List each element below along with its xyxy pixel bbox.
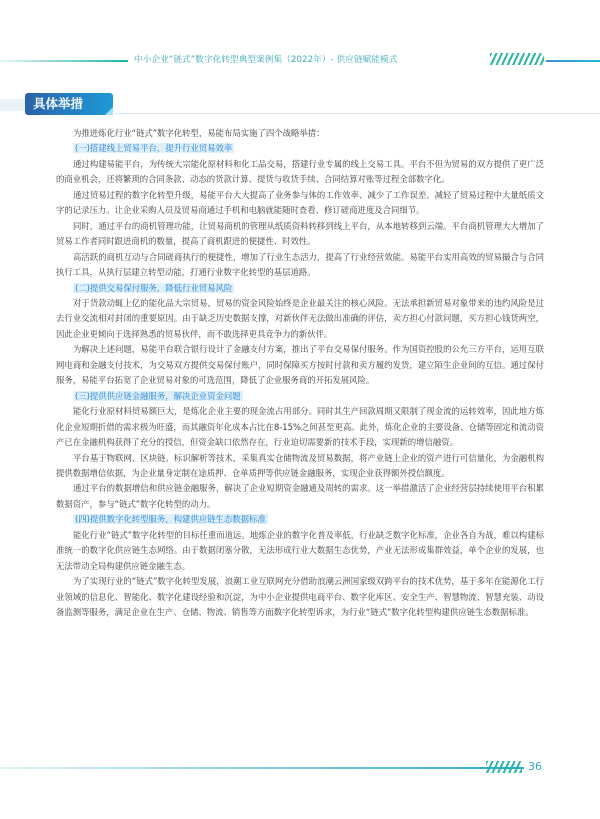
footer-stripe-ornament bbox=[486, 761, 522, 773]
running-header: 中小企业“链式”数字化转型典型案例集（2022年）- 供应链赋能模式 bbox=[134, 55, 398, 65]
paragraph: 对于货款动辄上亿的能化品大宗贸易，贸易的资金风险始终是企业最关注的核心风险。无法承担新贸易对象带来的违约风险是过去行业交流相对封闭的重要原因。由于缺乏历史数据支撑，对新伙伴无法做出准确的评估，卖方担心付款问题，买方担心钱货两空，因此企业更倾向于选择熟悉的贸易伙伴，而不敢选择更具竞争力的新伙伴。 bbox=[56, 297, 544, 339]
footer-rule bbox=[0, 767, 524, 769]
subheading-4-text: (四)提供数字化转型服务，构建供应链生态数据标准 bbox=[75, 514, 266, 525]
paragraph: 能化行业“链式”数字化转型的目标任重而道远。地炼企业的数字化普及率低，行业缺乏数字化标准，企业各自为战，难以构建标准统一的数字化供应链生态网络。由于数据闭塞分散，无法形成行业大数据生态优势，产业无法形成集群效益，单个企业的发展，也无法带动全局构建供应链金融生态。 bbox=[56, 529, 544, 571]
paragraph: 平台基于物联网、区块链、标识解析等技术，采集真实仓储物流及贸易数据，将产业链上企业的资产进行可信量化，为金融机构提供数据增信依据，为企业量身定制在途质押、仓单质押等供应链金融服务，实现企业获得额外授信额度。 bbox=[56, 452, 544, 478]
paragraph: 通过构建易能平台，为传统大宗能化原材料和化工品交易，搭建行业专属的线上交易工具。平台不但为贸易的双方提供了更广泛的商业机会，还将繁琐的合同条款、动态的货款计算、提货与收货手续、合同结算对账等过程全部数字化。 bbox=[56, 158, 544, 185]
paragraph: 高活跃的商机互动与合同磋商执行的便捷性，增加了行业生态活力，提高了行业经营效能。易能平台实用高效的贸易撮合与合同执行工具，从执行层建立转型动能，打通行业数字化转型的基层道路。 bbox=[56, 251, 544, 278]
section-tag-accent bbox=[0, 99, 28, 111]
subheading-2-text: (二)提供交易保付服务，降低行业贸易风险 bbox=[75, 282, 233, 293]
header-rule-right bbox=[546, 60, 600, 62]
subheading-3 bbox=[56, 389, 544, 404]
header-stripe-ornament bbox=[490, 53, 544, 65]
paragraph: 为解决上述问题，易能平台联合银行设计了金融支付方案，推出了平台交易保付服务。作为国资控股的公允三方平台，运用互联网电商和金融支付技术，为交易双方提供交易保付账户，同时保障买方按时付款和卖方履约发货，建立陌生企业间的互信。通过保付服务，易能平台拓宽了企业贸易对象的可选范围，降低了企业服务商的开拓发展风险。 bbox=[56, 344, 544, 386]
page-number: 36 bbox=[528, 760, 542, 773]
paragraph: 同时，通过平台的商机管理功能，让贸易商机的管理从纸质资料转移到线上平台，从本地转移到云端。平台商机管理大大增加了贸易工作者同时跟进商机的数量，提高了商机跟进的便捷性、时效性。 bbox=[56, 220, 544, 247]
subheading-4 bbox=[56, 512, 544, 527]
article-body bbox=[56, 126, 544, 621]
intro-paragraph: 为推进炼化行业“链式”数字化转型，易能布局实施了四个战略举措： bbox=[73, 128, 325, 138]
paragraph: 通过平台的数据增信和供应链金融服务，解决了企业短期资金融通及周转的需求。这一举措激活了企业经营层持续使用平台积累数据资产，参与“链式”数字化转型的动力。 bbox=[56, 483, 544, 509]
subheading-1 bbox=[56, 141, 544, 156]
subheading-3-text: (三)提供供应链金融服务，解决企业资金问题 bbox=[75, 390, 241, 401]
paragraph: 为了实现行业的“链式”数字化转型发展，浪潮工业互联网充分借助浪潮云洲国家级双跨平台的技术优势，基于多年在能源化工行业领域的信息化、智能化、数字化建设经验和沉淀，为中小企业提供电商平台、数字化库区、安全生产、智慧物流、智慧充装、动设备监测等服务，满足企业在生产、仓储、物流、销售等方面数字化转型诉求，为行业“链式”数字化转型构建供应链生态数据标准。 bbox=[56, 576, 544, 618]
subheading-2 bbox=[56, 281, 544, 296]
tag-corner-ornament bbox=[105, 107, 113, 115]
section-tag bbox=[25, 93, 113, 115]
header-rule-left bbox=[0, 60, 128, 62]
section-tag-label: 具体举措 bbox=[33, 96, 84, 111]
paragraph: 能化行业原材料贸易额巨大，是炼化企业主要的现金流占用部分。同时其生产回款周期又限制了现金流的运转效率，因此地方炼化企业短期折借的需求极为旺盛，而其融资年化成本占比在8-15%之间甚至更高。此外，炼化企业的主要设备、仓储等固定和流动资产已在金融机构获得了充分的授信，但资金缺口依然存在，行业迫切需要新的技术手段，实现新的增信融资。 bbox=[56, 406, 544, 448]
subheading-1-text: (一)搭建线上贸易平台，提升行业贸易效率 bbox=[75, 143, 233, 154]
section-rule bbox=[115, 113, 600, 114]
paragraph: 通过贸易过程的数字化转型升级，易能平台大大提高了业务参与体的工作效率、减少了工作误差、减轻了贸易过程中大量纸质文字的记录压力。让企业采购人员及贸易商通过手机和电脑就能随时查看、修订磋商进度及合同细节。 bbox=[56, 189, 544, 216]
